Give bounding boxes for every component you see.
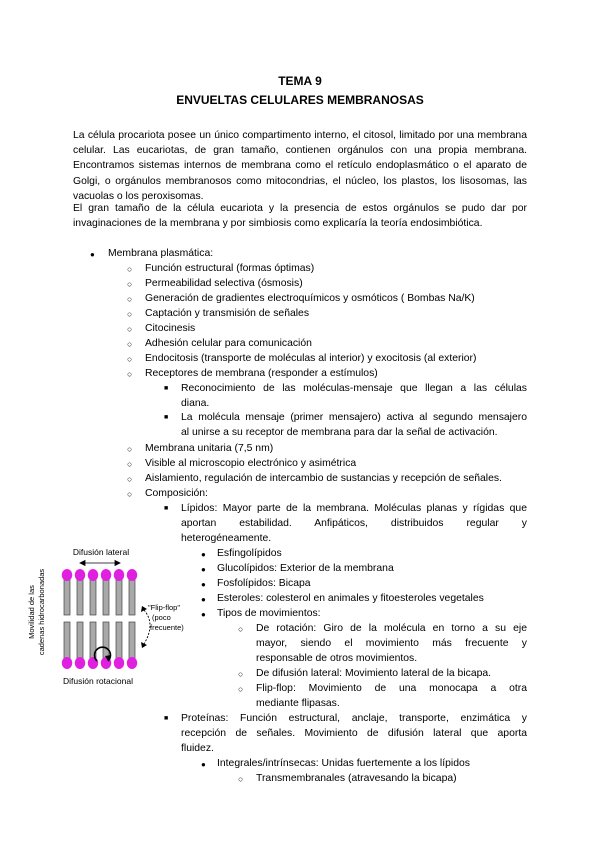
intro-paragraph-1: La célula procariota posee un único compartimento interno, el citosol, limitado por una membrana celular. Las eucariotas, de gran tamaño, contienen orgánulos con una propia membrana. Encontramos sistemas internos de membrana como el retículo endoplasmático o el aparato de Golgi, o orgánulos membranosos como mitocondrias, el núcleo, los plastos, los lisosomas, las vacuolas o los peroxisomas. <box>73 130 527 202</box>
list-item-difusion: De difusión lateral: Movimiento lateral de la bicapa. <box>256 668 492 679</box>
figure-right-label-2: (poco <box>152 613 171 622</box>
bullet-circle-icon: ○ <box>127 444 133 454</box>
bullet-square-icon: ■ <box>164 505 169 512</box>
list-item: Membrana unitaria (7,5 nm) <box>145 443 274 454</box>
bullet-circle-icon: ○ <box>127 354 133 364</box>
figure-side-label-1: Movilidad de las <box>27 585 36 639</box>
list-item: Composición: <box>145 488 208 499</box>
list-item-continuation: mediante flipasas. <box>256 698 340 709</box>
bullet-circle-icon: ○ <box>127 489 133 499</box>
bullet-disc-icon: ● <box>201 550 206 559</box>
list-item-continuation: diana. <box>181 398 210 409</box>
list-item: La molécula mensaje (primer mensajero) activa al segundo mensajero <box>181 412 527 423</box>
lipid-head-top <box>88 569 98 581</box>
list-item: Adhesión celular para comunicación <box>145 338 312 349</box>
lipid-tail-upper <box>90 578 96 615</box>
bullet-circle-icon: ○ <box>127 279 133 289</box>
bullet-circle-icon: ○ <box>127 294 133 304</box>
intro-paragraph-2: El gran tamaño de la célula eucariota y la presencia de estos orgánulos se pudo dar por invaginaciones de la membrana y por simbiosis como explicaría la teoría endosimbiótica. <box>73 203 527 230</box>
bullet-circle-icon: ○ <box>127 474 133 484</box>
list-item: Función estructural (formas óptimas) <box>145 263 315 274</box>
bilayer-movement-diagram <box>20 542 184 690</box>
bullet-disc-icon: ● <box>201 595 206 604</box>
lateral-arrow-icon <box>80 561 120 566</box>
list-item: Reconocimiento de las moléculas-mensaje que llegan a las células <box>181 383 527 394</box>
lipid-tail-lower <box>129 622 135 659</box>
bullet-square-icon: ■ <box>164 715 169 722</box>
lipid-head-top <box>62 569 72 581</box>
list-item-continuation: al unirse a su receptor de membrana para dar la señal de activación. <box>181 427 498 438</box>
bullet-circle-icon: ○ <box>238 774 244 784</box>
bullet-circle-icon: ○ <box>127 264 133 274</box>
list-item-membrana: Membrana plasmática: <box>108 248 214 259</box>
bullet-disc-icon: ● <box>201 565 206 574</box>
bullet-disc-icon: ● <box>90 250 95 259</box>
bullet-circle-icon: ○ <box>238 624 244 634</box>
page-title: TEMA 9 <box>278 74 322 88</box>
list-item-continuation: fluidez. <box>181 743 214 754</box>
flipflop-arrowhead-icon <box>141 606 147 612</box>
lipid-head-top <box>114 569 124 581</box>
list-item: Visible al microscopio electrónico y asimétrica <box>145 458 357 469</box>
lipid-head-bottom <box>114 657 124 669</box>
list-item: Esteroles: colesterol en animales y fitoesteroles vegetales <box>217 593 484 604</box>
list-item-continuation: heterogéneamente. <box>181 533 272 544</box>
list-item: Captación y transmisión de señales <box>145 308 310 319</box>
list-item-lipidos: Lípidos: Mayor parte de la membrana. Moléculas planas y rígidas que <box>181 503 527 514</box>
bullet-square-icon: ■ <box>164 414 169 421</box>
bullet-circle-icon: ○ <box>127 324 133 334</box>
lipid-head-bottom <box>88 657 98 669</box>
list-item: Endocitosis (transporte de moléculas al interior) y exocitosis (al exterior) <box>145 353 477 364</box>
bullet-circle-icon: ○ <box>238 669 244 679</box>
bullet-circle-icon: ○ <box>127 369 133 379</box>
lipid-tail-upper <box>103 578 109 615</box>
list-item-continuation: responsable de otros movimientos. <box>256 653 418 664</box>
bullet-circle-icon: ○ <box>127 339 133 349</box>
list-item-transmembranales: Transmembranales (atravesando la bicapa) <box>256 773 457 784</box>
list-item-rotacion: De rotación: Giro de la molécula en torno a su eje <box>256 623 527 634</box>
list-item: Glucolípidos: Exterior de la membrana <box>217 563 394 574</box>
list-item: Generación de gradientes electroquímicos y osmóticos ( Bombas Na/K) <box>145 293 475 304</box>
lipid-head-bottom <box>62 657 72 669</box>
list-item: Esfingolípidos <box>217 548 282 559</box>
lipid-tail-lower <box>103 622 109 659</box>
lipid-head-bottom <box>127 657 137 669</box>
lipid-head-top <box>101 569 111 581</box>
list-item-proteinas: Proteínas: Función estructural, anclaje, transporte, enzimática y <box>181 713 527 724</box>
list-item-flipflop: Flip-flop: Movimiento de una monocapa a otra <box>256 683 527 694</box>
figure-top-label: Difusión lateral <box>72 547 130 557</box>
list-item-continuation: recepción de señales. Movimiento de difusión lateral que aporta <box>181 728 527 739</box>
figure-side-label-2: cadenas hidrocarbonadas <box>37 568 46 656</box>
bullet-disc-icon: ● <box>201 580 206 589</box>
list-item-integrales: Integrales/intrínsecas: Unidas fuertemente a los lípidos <box>217 758 470 769</box>
lipid-tail-lower <box>116 622 122 659</box>
bullet-square-icon: ■ <box>164 385 169 392</box>
figure-right-label-1: "Flip-flop" <box>148 603 180 612</box>
lipid-tail-upper <box>116 578 122 615</box>
bullet-disc-icon: ● <box>201 610 206 619</box>
bullet-circle-icon: ○ <box>127 459 133 469</box>
bullet-circle-icon: ○ <box>127 309 133 319</box>
list-item: Fosfolípidos: Bicapa <box>217 578 311 589</box>
flipflop-arrowhead-icon <box>141 642 147 648</box>
list-item: Receptores de membrana (responder a estímulos) <box>145 368 378 379</box>
bullet-circle-icon: ○ <box>238 684 244 694</box>
list-item: Permeabilidad selectiva (ósmosis) <box>145 278 303 289</box>
page-subtitle: ENVUELTAS CELULARES MEMBRANOSAS <box>176 93 424 107</box>
lipid-tail-lower <box>64 622 70 659</box>
lipid-head-top <box>75 569 85 581</box>
figure-right-label-3: frecuente) <box>150 623 184 632</box>
lipid-tail-upper <box>64 578 70 615</box>
lipid-tail-upper <box>129 578 135 615</box>
bullet-disc-icon: ● <box>201 760 206 769</box>
lipid-tail-lower <box>77 622 83 659</box>
list-item-continuation: aportan estabilidad. Anfipáticos, distribuidos regular y <box>181 518 527 529</box>
list-item: Citocinesis <box>145 323 196 334</box>
list-item: Aislamiento, regulación de intercambio de sustancias y recepción de señales. <box>145 473 502 484</box>
list-item: Tipos de movimientos: <box>217 608 321 619</box>
list-item-continuation: mayor, siendo el movimiento más frecuente y <box>256 638 527 649</box>
lipid-head-bottom <box>75 657 85 669</box>
lipid-tail-upper <box>77 578 83 615</box>
lipid-head-top <box>127 569 137 581</box>
figure-bottom-label: Difusión rotacional <box>63 676 133 686</box>
